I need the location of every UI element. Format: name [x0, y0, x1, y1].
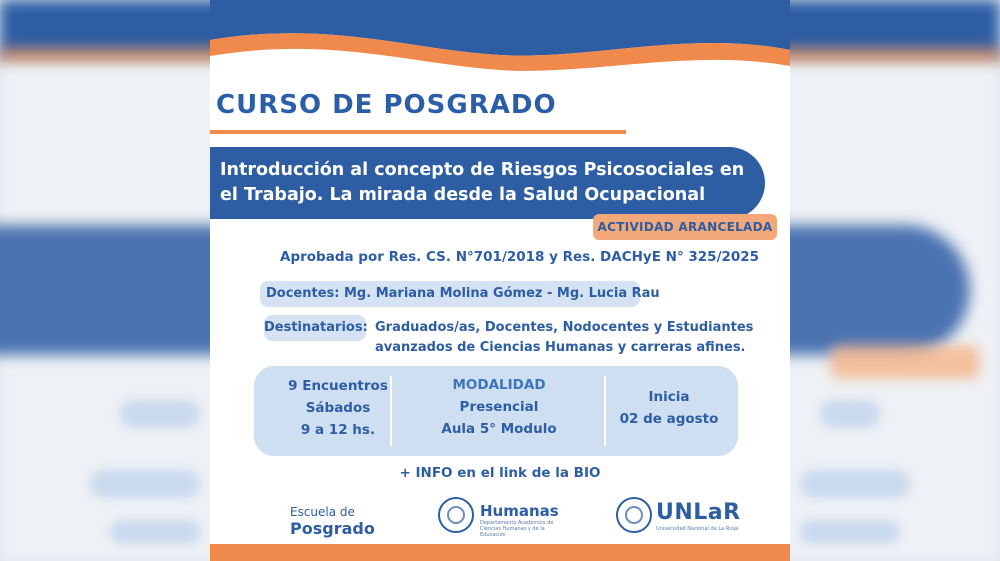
unlar-logo-name: UNLaR	[656, 500, 741, 525]
escuela-logo-line-1: Escuela de	[290, 505, 355, 519]
bg-pill	[120, 400, 200, 428]
page-title: CURSO DE POSGRADO	[216, 90, 557, 120]
bg-pill	[820, 400, 880, 428]
schedule-column-start	[614, 366, 724, 476]
destinatarios-line-1: Graduados/as, Docentes, Nodocentes y Estudiantes	[375, 320, 754, 335]
title-underline	[210, 130, 626, 134]
schedule-box	[254, 366, 738, 456]
divider	[604, 376, 606, 446]
dia-text: Sábados	[305, 400, 371, 416]
top-wave-decoration	[210, 0, 790, 80]
status-badge: ACTIVIDAD ARANCELADA	[593, 214, 777, 240]
flyer-card	[210, 0, 790, 561]
docentes-pill: Docentes: Mg. Mariana Molina Gómez - Mg. Lucia Rau	[260, 281, 640, 307]
humanas-logo	[480, 502, 570, 538]
destinatarios-line-2: avanzados de Ciencias Humanas y carreras afines.	[375, 340, 746, 355]
unlar-logo	[656, 500, 741, 532]
modalidad-label: MODALIDAD	[452, 377, 546, 393]
unlar-logo-subtitle: Universidad Nacional de La Rioja	[656, 526, 739, 532]
horario-text: 9 a 12 hs.	[300, 422, 376, 438]
course-title-line-2: el Trabajo. La mirada desde la Salud Ocupacional	[220, 185, 706, 205]
humanas-logo-subtitle: Departamento Académico de Ciencias Humanas y de la Educación	[480, 520, 554, 538]
course-title-line-1: Introducción al concepto de Riesgos Psicosociales en	[220, 160, 745, 180]
unlar-seal-icon	[616, 497, 652, 533]
bg-pill	[800, 470, 910, 498]
bottom-orange-bar	[210, 544, 790, 561]
inicia-label: Inicia	[648, 389, 690, 405]
humanas-logo-name: Humanas	[480, 502, 559, 520]
approval-text: Aprobada por Res. CS. N°701/2018 y Res. DACHyE N° 325/2025	[280, 249, 760, 265]
divider	[390, 376, 392, 446]
schedule-column-sessions	[274, 366, 402, 465]
aula-text: Aula 5° Modulo	[441, 421, 557, 437]
bg-pill	[110, 520, 200, 544]
escuela-logo-line-2: Posgrado	[290, 519, 375, 538]
schedule-column-modalidad	[404, 366, 594, 464]
escuela-posgrado-logo	[290, 505, 375, 538]
start-date: 02 de agosto	[619, 411, 719, 427]
encuentros-text: 9 Encuentros	[288, 378, 388, 394]
more-info-text: + INFO en el link de la BIO	[399, 465, 601, 481]
bg-pill	[90, 470, 200, 498]
destinatarios-label: Destinatarios:	[264, 315, 366, 341]
humanas-seal-icon	[438, 497, 474, 533]
destinatarios-text	[375, 318, 753, 358]
bg-orange-pill	[830, 345, 980, 379]
bg-pill	[800, 520, 900, 544]
course-title-banner	[210, 147, 765, 219]
modalidad-value: Presencial	[459, 399, 539, 415]
